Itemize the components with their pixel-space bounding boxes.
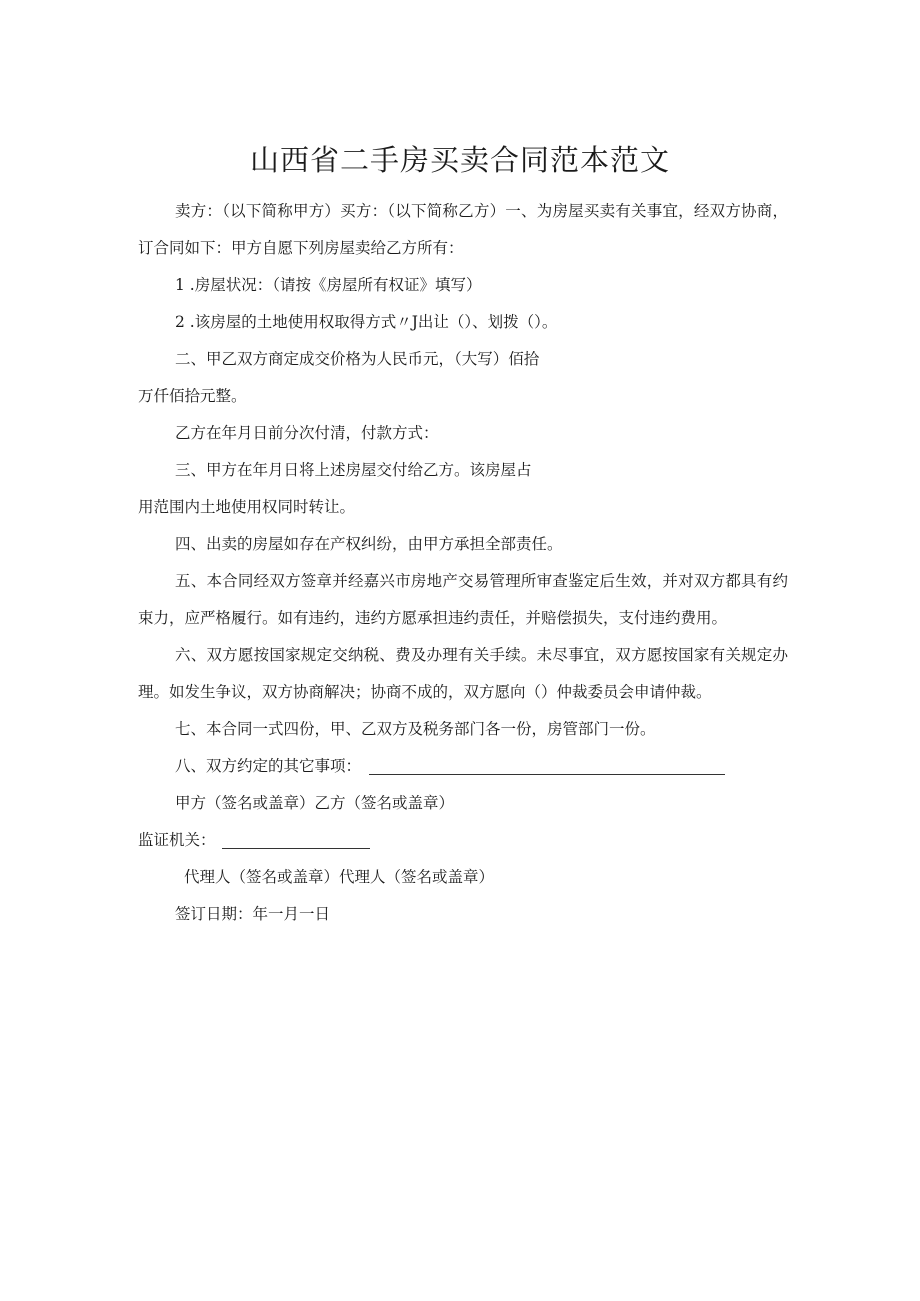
paragraph-supervisor — [138, 822, 788, 859]
paragraph-price-cont: 万仟佰拾元整。 — [138, 387, 247, 405]
paragraph-effect: 五、本合同经双方签章并经嘉兴市房地产交易管理所审查鉴定后生效，并对双方都具有约束力，应严格履行。如有违约，违约方愿承担违约责任，并赔偿损失，支付违约费用。 — [138, 572, 788, 627]
paragraph-sign-date: 签订日期：年一月一日 — [175, 905, 331, 923]
paragraph-parties: 卖方：（以下简称甲方）买方：（以下简称乙方）一、为房屋买卖有关事宜，经双方协商，订合同如下：甲方自愿下列房屋卖给乙方所有： — [138, 202, 788, 257]
paragraph-tax: 六、双方愿按国家规定交纳税、费及办理有关手续。未尽事宜，双方愿按国家有关规定办理。如发生争议，双方协商解决；协商不成的，双方愿向（）仲裁委员会申请仲裁。 — [138, 646, 788, 701]
paragraph-house-status: 1 .房屋状况：（请按《房屋所有权证》填写） — [175, 276, 482, 294]
paragraph-delivery: 三、甲方在年月日将上述房屋交付给乙方。该房屋占 — [175, 461, 532, 479]
document-title: 山西省二手房买卖合同范本范文 — [249, 143, 670, 177]
supervisor-label: 监证机关： — [138, 831, 216, 849]
paragraph-dispute: 四、出卖的房屋如存在产权纠纷，由甲方承担全部责任。 — [175, 535, 563, 553]
paragraph-delivery-cont: 用范围内土地使用权同时转让。 — [138, 498, 356, 516]
paragraph-other-matters — [138, 748, 788, 785]
paragraph-copies: 七、本合同一式四份，甲、乙双方及税务部门各一份，房管部门一份。 — [175, 720, 656, 738]
other-matters-blank-line — [369, 757, 725, 775]
paragraph-land-use: 2 .该房屋的土地使用权取得方式〃J出让（）、划拨（）。 — [175, 313, 558, 331]
paragraph-agent-signatures: 代理人（签名或盖章）代理人（签名或盖章） — [184, 868, 495, 886]
paragraph-price: 二、甲乙双方商定成交价格为人民币元，（大写）佰拾 — [175, 350, 540, 368]
paragraph-party-signatures: 甲方（签名或盖章）乙方（签名或盖章） — [175, 794, 455, 812]
supervisor-blank-line — [222, 831, 370, 849]
document-body — [138, 193, 788, 933]
paragraph-payment: 乙方在年月日前分次付清，付款方式： — [175, 424, 439, 442]
other-matters-label: 八、双方约定的其它事项： — [175, 757, 362, 775]
